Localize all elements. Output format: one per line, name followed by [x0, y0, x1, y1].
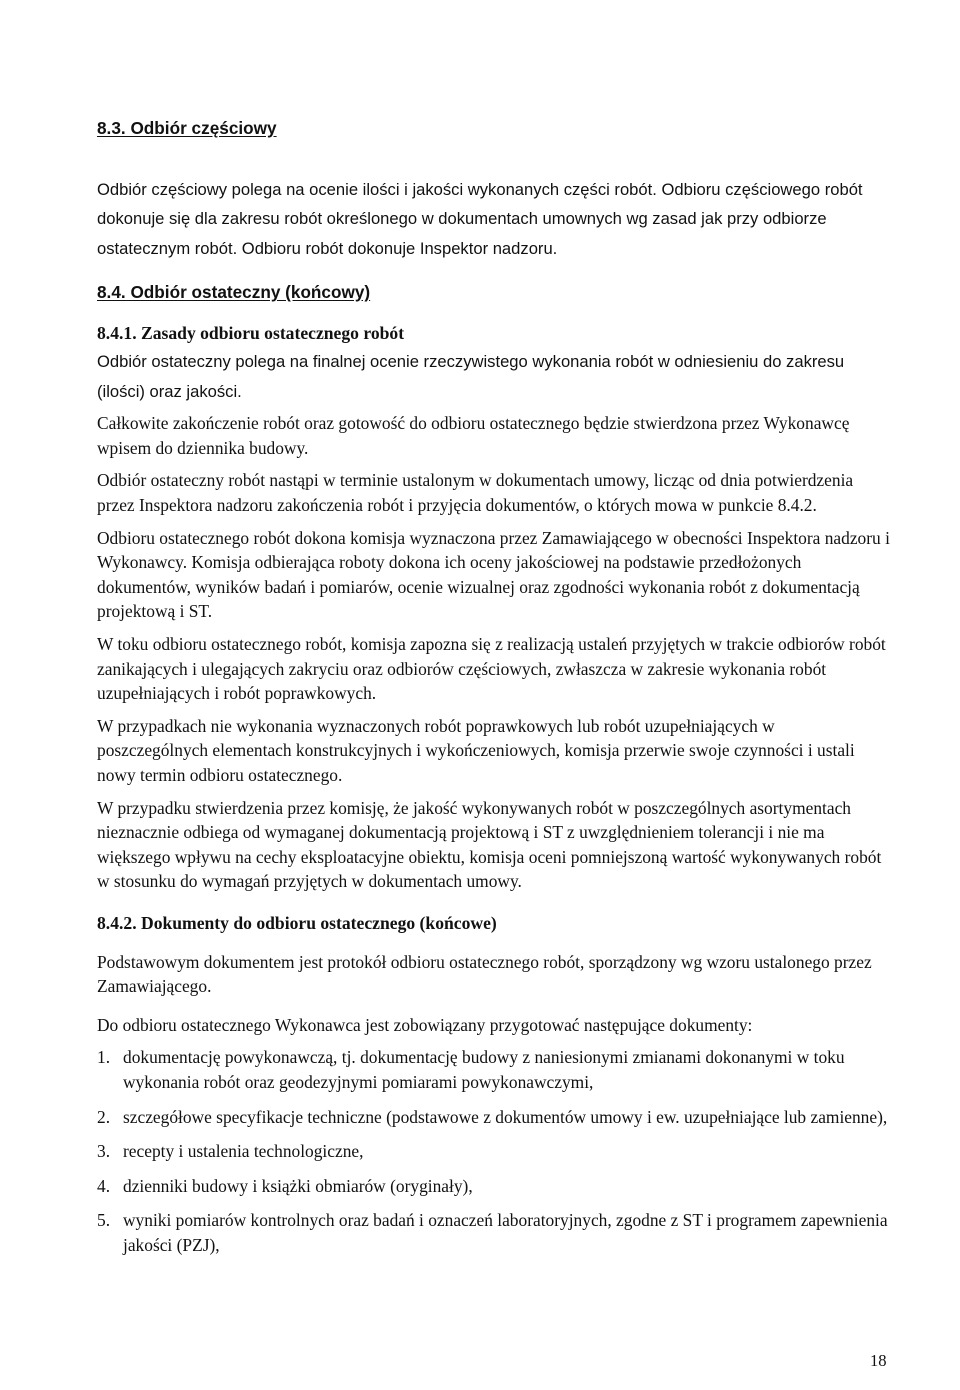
page-number: 18: [870, 1351, 887, 1370]
heading-8-4-2: 8.4.2. Dokumenty do odbioru ostatecznego (końcowe): [97, 912, 497, 933]
section-8-4-1-body: [97, 411, 890, 894]
paragraph-8-3: Odbiór częściowy polega na ocenie ilości i jakości wykonanych części robót. Odbioru częściowego robót dokonuje się dla zakresu robót określonego w dokumentach umownych wg zasad jak przy odbiorze ostatecznym robót. Odbioru robót dokonuje Inspektor nadzoru.: [97, 179, 863, 258]
list-item: 2. szczegółowe specyfikacje techniczne (podstawowe z dokumentów umowy i ew. uzupełniające lub zamienne),: [97, 1106, 888, 1127]
paragraph-final-acceptance-date: Odbiór ostateczny robót nastąpi w terminie ustalonym w dokumentach umowy, licząc od dnia potwierdzenia przez Inspektora nadzoru zakończenia robót i przyjęcia dokumentów, o których mowa w punkcie 8.4.2.: [97, 470, 854, 516]
heading-8-4-1: 8.4.1. Zasady odbioru ostatecznego robót: [97, 322, 405, 343]
paragraph-documents-intro: Do odbioru ostatecznego Wykonawca jest zobowiązany przygotować następujące dokumenty:: [97, 1014, 753, 1035]
documents-list: [97, 1045, 890, 1257]
paragraph-corrections: W przypadkach nie wykonania wyznaczonych robót poprawkowych lub robót uzupełniających w poszczególnych elementach konstrukcyjnych i wykończeniowych, komisja przerwie swoje czynności i ustali nowy termin odbioru ostatecznego.: [97, 715, 855, 785]
heading-8-3: 8.3. Odbiór częściowy: [97, 118, 277, 138]
paragraph-8-4-1-intro: Odbiór ostateczny polega na finalnej ocenie rzeczywistego wykonania robót w odniesieniu do zakresu (ilości) oraz jakości.: [97, 352, 845, 402]
paragraph-during-acceptance: W toku odbioru ostatecznego robót, komisja zapozna się z realizacją ustaleń przyjętych w trakcie odbiorów robót zanikających i ulegających zakryciu oraz odbiorów częściowych, zwłaszcza w zakresie wykonania robót uzupełniających i robót poprawkowych.: [97, 634, 886, 704]
list-item: 4. dzienniki budowy i książki obmiarów (oryginały),: [97, 1175, 473, 1196]
list-item: 5. wyniki pomiarów kontrolnych oraz badań i oznaczeń laboratoryjnych, zgodne z ST i programem zapewnienia jakości (PZJ),: [97, 1210, 888, 1255]
list-item: 1. dokumentację powykonawczą, tj. dokumentację budowy z naniesionymi zmianami dokonanymi w toku wykonania robót oraz geodezyjnymi pomiarami powykonawczymi,: [97, 1047, 845, 1092]
heading-8-4: 8.4. Odbiór ostateczny (końcowy): [97, 282, 371, 303]
paragraph-protocol: Podstawowym dokumentem jest protokół odbioru ostatecznego robót, sporządzony wg wzoru ustalonego przez Zamawiającego.: [97, 951, 872, 997]
paragraph-completion: Całkowite zakończenie robót oraz gotowość do odbioru ostatecznego będzie stwierdzona przez Wykonawcę wpisem do dziennika budowy.: [97, 413, 850, 458]
paragraph-commission: Odbioru ostatecznego robót dokona komisja wyznaczona przez Zamawiającego w obecności Inspektora nadzoru i Wykonawcy. Komisja odbierająca roboty dokona ich oceny jakościowej na podstawie przedłożonych dokumentów, wyników badań i pomiarów, ocenie wizualnej oraz zgodności wykonania robót z dokumentacją projektową i ST.: [97, 527, 890, 622]
paragraph-reduced-value: W przypadku stwierdzenia przez komisję, że jakość wykonywanych robót w poszczególnych asortymentach nieznacznie odbiega od wymaganej dokumentacją projektową i ST z uwzględnieniem tolerancji i nie ma większego wpływu na cechy eksploatacyjne obiektu, komisja oceni pomniejszoną wartość wykonywanych robót w stosunku do wymagań przyjętych w dokumentach umowy.: [97, 797, 882, 892]
list-item: 3. recepty i ustalenia technologiczne,: [97, 1141, 364, 1162]
